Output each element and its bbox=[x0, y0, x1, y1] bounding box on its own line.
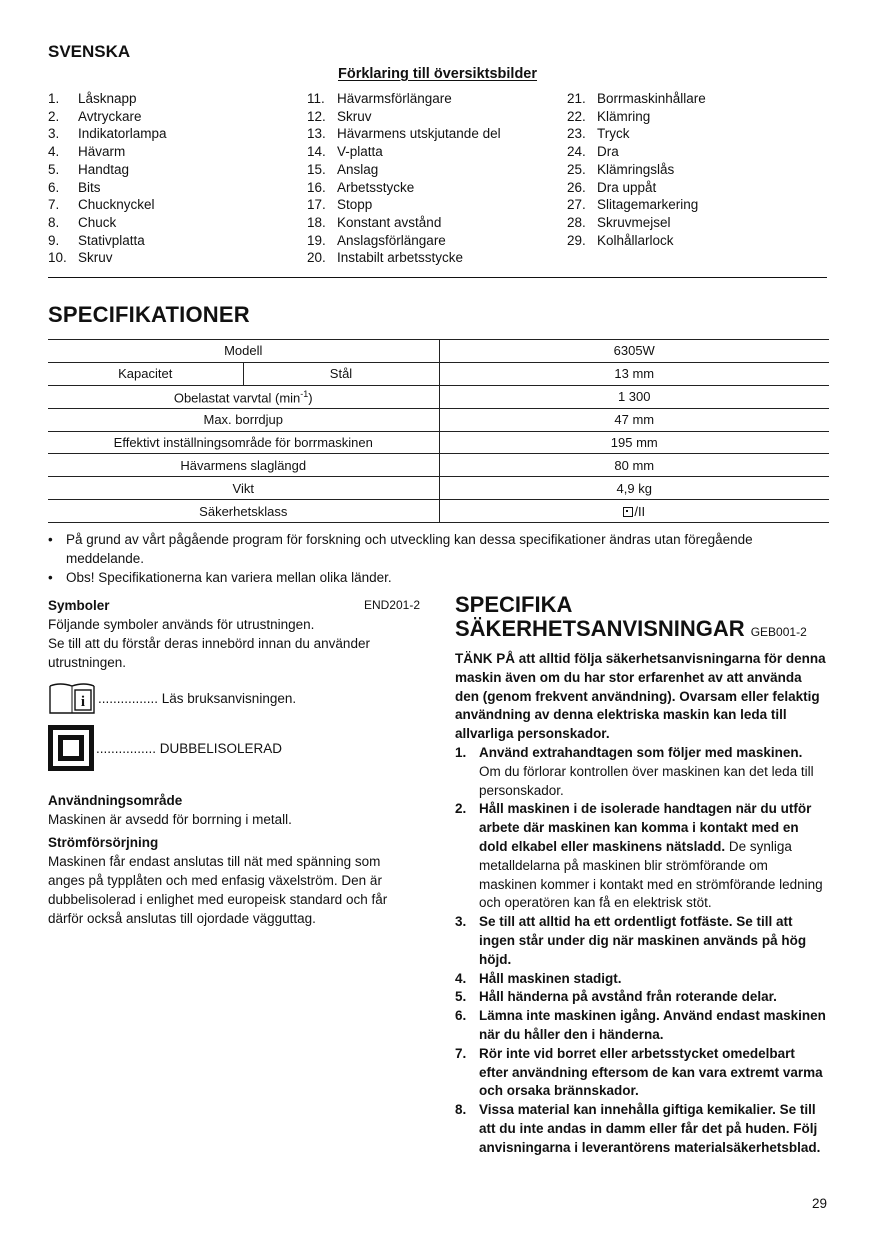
legend-item bbox=[48, 161, 298, 179]
specifications-title: SPECIFIKATIONER bbox=[48, 302, 250, 327]
double-insulation-inner bbox=[58, 735, 84, 761]
legend-text: Hävarmens utskjutande del bbox=[337, 126, 501, 142]
legend-text: Tryck bbox=[597, 126, 630, 142]
legend-num: 8. bbox=[48, 214, 60, 230]
rule-number: 5. bbox=[455, 989, 467, 1005]
table-row bbox=[48, 477, 829, 500]
legend-item bbox=[567, 108, 817, 126]
rule-number: 3. bbox=[455, 914, 467, 930]
rule-number: 8. bbox=[455, 1102, 467, 1118]
legend-text: Skruvmejsel bbox=[597, 214, 671, 230]
legend-text: Instabilt arbetsstycke bbox=[337, 250, 464, 266]
legend-text: Stopp bbox=[337, 197, 373, 213]
legend-text: Klämring bbox=[597, 108, 651, 124]
safety-intro: TÄNK PÅ att alltid följa säkerhetsanvisningarna för denna maskin även om du har stor erfarenhet av att använda den (genom frekvent användning). Ovarsam eller felaktig användning av denna elektriska maskin kan leda till allvarliga personskador. bbox=[455, 651, 826, 742]
legend-title bbox=[0, 66, 875, 82]
rule-number: 6. bbox=[455, 1008, 467, 1024]
legend-item bbox=[48, 249, 298, 267]
legend-item bbox=[307, 90, 557, 108]
rule-bold-text: Vissa material kan innehålla giftiga kemikalier. Se till att du inte andas in damm eller får det på huden. Följ anvisningarna i leverantörens materialsäkerhetsblad. bbox=[479, 1102, 821, 1155]
specifications-table bbox=[48, 339, 829, 523]
symbol-double-insulated bbox=[48, 725, 282, 771]
legend-item bbox=[307, 196, 557, 214]
symbol-read-manual bbox=[48, 681, 296, 715]
legend-num: 13. bbox=[307, 126, 326, 142]
rule-number: 7. bbox=[455, 1045, 467, 1061]
legend-num: 10. bbox=[48, 250, 67, 266]
language-heading: SVENSKA bbox=[48, 42, 131, 61]
spec-value: 4,9 kg bbox=[439, 477, 829, 500]
legend-text: Skruv bbox=[337, 108, 372, 124]
legend-text: Stativplatta bbox=[78, 232, 145, 248]
table-row bbox=[48, 362, 829, 385]
legend-item bbox=[48, 196, 298, 214]
table-row bbox=[48, 454, 829, 477]
symbols-intro-2: Se till att du förstår deras innebörd innan du använder utrustningen. bbox=[48, 636, 370, 670]
table-row bbox=[48, 408, 829, 431]
legend-num: 11. bbox=[307, 91, 325, 106]
legend-text: Indikatorlampa bbox=[78, 126, 167, 142]
legend-text: Konstant avstånd bbox=[337, 214, 442, 230]
legend-num: 18. bbox=[307, 214, 326, 230]
legend-num: 22. bbox=[567, 108, 586, 124]
legend-item bbox=[48, 108, 298, 126]
legend-num: 26. bbox=[567, 179, 586, 195]
legend-num: 17. bbox=[307, 197, 326, 213]
legend-item bbox=[567, 143, 817, 161]
legend-text: Chucknyckel bbox=[78, 197, 155, 213]
usage-text: Maskinen är avsedd för borrning i metall. bbox=[48, 812, 292, 827]
safety-title bbox=[455, 593, 807, 644]
legend-text: Låsknapp bbox=[78, 91, 137, 106]
legend-num: 12. bbox=[307, 108, 326, 124]
list-item bbox=[48, 568, 828, 587]
list-item bbox=[455, 1045, 827, 1101]
table-row bbox=[48, 385, 829, 408]
legend-text: Handtag bbox=[78, 161, 130, 177]
spec-value: 47 mm bbox=[439, 408, 829, 431]
speed-label-text: Obelastat varvtal (min bbox=[173, 389, 301, 405]
spec-value: 1 300 bbox=[439, 385, 829, 408]
table-row bbox=[48, 340, 829, 363]
rule-number: 1. bbox=[455, 744, 467, 760]
bullet-icon: • bbox=[48, 532, 53, 547]
legend-num: 14. bbox=[307, 144, 326, 160]
table-row bbox=[48, 500, 829, 523]
list-item bbox=[455, 1007, 827, 1045]
legend-text: Borrmaskinhållare bbox=[597, 91, 706, 106]
legend-num: 24. bbox=[567, 144, 586, 160]
legend-text: Dra bbox=[597, 144, 619, 160]
legend-item bbox=[567, 179, 817, 197]
legend-item bbox=[307, 161, 557, 179]
safety-title-line-1: SPECIFIKA bbox=[455, 592, 573, 617]
legend-item bbox=[567, 232, 817, 250]
symbols-heading: Symboler bbox=[48, 598, 110, 613]
power-section bbox=[48, 833, 420, 928]
spec-value: 6305W bbox=[439, 340, 829, 363]
legend-item bbox=[48, 90, 298, 108]
spec-value: 80 mm bbox=[439, 454, 829, 477]
legend-text: Slitagemarkering bbox=[597, 197, 699, 213]
spec-value: 195 mm bbox=[439, 431, 829, 454]
spec-value: 13 mm bbox=[439, 362, 829, 385]
legend-num: 23. bbox=[567, 126, 586, 142]
legend-text: Anslag bbox=[337, 161, 379, 177]
legend-text: Hävarmsförlängare bbox=[337, 91, 452, 106]
usage-heading: Användningsområde bbox=[48, 793, 183, 808]
safety-code: GEB001-2 bbox=[750, 625, 807, 639]
spec-label bbox=[48, 385, 439, 408]
usage-section bbox=[48, 791, 420, 829]
legend-num: 4. bbox=[48, 144, 60, 160]
list-item bbox=[48, 530, 828, 568]
legend-item bbox=[567, 214, 817, 232]
legend-num: 20. bbox=[307, 250, 326, 266]
legend-num: 16. bbox=[307, 179, 326, 195]
legend-column-2 bbox=[307, 90, 557, 267]
spec-label: Hävarmens slaglängd bbox=[48, 454, 439, 477]
speed-label-sup: -1 bbox=[300, 388, 309, 399]
rule-bold-text: Håll händerna på avstånd från roterande delar. bbox=[479, 989, 777, 1005]
rule-bold-text: Håll maskinen i de isolerade handtagen när du utför arbete där maskinen kan komma i kontakt med en dold elkabel eller maskinens nätsladd. bbox=[479, 801, 812, 854]
power-heading: Strömförsörjning bbox=[48, 835, 159, 850]
speed-label-close: ) bbox=[308, 389, 313, 405]
safety-section bbox=[455, 650, 827, 1158]
legend-text: Klämringslås bbox=[597, 161, 675, 177]
legend-num: 1. bbox=[48, 91, 60, 106]
legend-item bbox=[307, 179, 557, 197]
rule-text: De synliga metalldelarna på maskinen blir strömförande om maskinen kommer i kontakt med en strömförande ledning och operatören kan få en elektrisk stöt. bbox=[479, 838, 823, 911]
legend-num: 9. bbox=[48, 232, 60, 248]
legend-item bbox=[48, 125, 298, 143]
legend-item bbox=[567, 90, 817, 108]
spec-label: Vikt bbox=[48, 477, 439, 500]
legend-item bbox=[307, 232, 557, 250]
legend-text: Anslagsförlängare bbox=[337, 232, 446, 248]
rule-text: Om du förlorar kontrollen över maskinen kan det leda till personskador. bbox=[479, 763, 814, 798]
svg-text:i: i bbox=[80, 694, 86, 710]
safety-title-line-2: SÄKERHETSANVISNINGAR bbox=[455, 616, 745, 641]
double-insulated-text: ................ DUBBELISOLERAD bbox=[96, 740, 283, 756]
legend-num: 21. bbox=[567, 91, 586, 106]
legend-num: 29. bbox=[567, 232, 586, 248]
legend-num: 6. bbox=[48, 179, 60, 195]
legend-column-3 bbox=[567, 90, 817, 249]
legend-num: 15. bbox=[307, 161, 326, 177]
list-item bbox=[455, 744, 827, 800]
legend-item bbox=[567, 161, 817, 179]
note-text: På grund av vårt pågående program för forskning och utveckling kan dessa specifikationer ändras utan föregående meddelande. bbox=[66, 532, 753, 566]
symbols-intro-1: Följande symboler används för utrustningen. bbox=[48, 617, 315, 632]
spec-label: Säkerhetsklass bbox=[48, 500, 439, 523]
list-item bbox=[455, 1101, 827, 1157]
double-insulation-icon bbox=[623, 507, 633, 517]
section-divider bbox=[48, 277, 827, 278]
spec-label: Effektivt inställningsområde för borrmaskinen bbox=[48, 431, 439, 454]
page-number: 29 bbox=[811, 1196, 827, 1211]
legend-text: Avtryckare bbox=[78, 108, 142, 124]
legend-num: 27. bbox=[567, 197, 586, 213]
table-row bbox=[48, 431, 829, 454]
legend-num: 2. bbox=[48, 108, 60, 124]
list-item bbox=[455, 800, 827, 913]
legend-num: 5. bbox=[48, 161, 60, 177]
spec-notes bbox=[48, 530, 828, 587]
legend-num: 28. bbox=[567, 214, 586, 230]
class-value-text: /II bbox=[634, 503, 646, 519]
legend-item bbox=[567, 196, 817, 214]
legend-text: Hävarm bbox=[78, 144, 126, 160]
legend-text: Kolhållarlock bbox=[597, 232, 674, 248]
spec-sublabel: Stål bbox=[243, 362, 439, 385]
list-item bbox=[455, 913, 827, 969]
legend-text: Arbetsstycke bbox=[337, 179, 415, 195]
legend-item bbox=[48, 232, 298, 250]
read-manual-text: ................ Läs bruksanvisningen. bbox=[98, 690, 297, 706]
read-manual-icon bbox=[48, 681, 96, 715]
note-text: Obs! Specifikationerna kan variera mellan olika länder. bbox=[66, 570, 392, 585]
legend-num: 7. bbox=[48, 197, 60, 213]
rule-bold-text: Håll maskinen stadigt. bbox=[479, 970, 622, 986]
spec-label: Kapacitet bbox=[48, 362, 243, 385]
legend-item bbox=[307, 249, 557, 267]
legend-item bbox=[48, 179, 298, 197]
list-item bbox=[455, 970, 827, 989]
list-item bbox=[455, 988, 827, 1007]
legend-text: Dra uppåt bbox=[597, 179, 657, 195]
legend-text: Bits bbox=[78, 179, 101, 195]
legend-title-text: Förklaring till översiktsbilder bbox=[337, 66, 538, 82]
legend-item bbox=[48, 143, 298, 161]
legend-text: Chuck bbox=[78, 214, 117, 230]
legend-item bbox=[567, 125, 817, 143]
spec-label: Max. borrdjup bbox=[48, 408, 439, 431]
spec-value bbox=[439, 500, 829, 523]
legend-item bbox=[307, 143, 557, 161]
legend-item bbox=[48, 214, 298, 232]
rule-bold-text: Rör inte vid borret eller arbetsstycket omedelbart efter användning eftersom de kan vara extremt varma och orsaka brännskador. bbox=[479, 1045, 823, 1099]
double-insulation-symbol-icon bbox=[48, 725, 94, 771]
symbols-section bbox=[48, 596, 420, 672]
bullet-icon: • bbox=[48, 570, 53, 585]
legend-num: 3. bbox=[48, 126, 60, 142]
rule-bold-text: Använd extrahandtagen som följer med maskinen. bbox=[479, 744, 803, 760]
legend-num: 19. bbox=[307, 232, 326, 248]
symbols-code: END201-2 bbox=[363, 598, 420, 612]
power-text: Maskinen får endast anslutas till nät med spänning som anges på typplåten och med enfasig växelström. Den är dubbelisolerad i enlighet med europeisk standard och får därför också anslutas till ojordade vägguttag. bbox=[48, 854, 388, 926]
legend-num: 25. bbox=[567, 161, 586, 177]
rule-number: 4. bbox=[455, 970, 467, 986]
spec-label: Modell bbox=[48, 340, 439, 363]
rule-bold-text: Se till att alltid ha ett ordentligt fotfäste. Se till att ingen står under dig när maskinen används på hög höjd. bbox=[479, 914, 807, 967]
rule-number: 2. bbox=[455, 801, 467, 817]
legend-item bbox=[307, 125, 557, 143]
legend-item bbox=[307, 108, 557, 126]
legend-column-1 bbox=[48, 90, 298, 267]
rule-bold-text: Lämna inte maskinen igång. Använd endast maskinen när du håller den i händerna. bbox=[479, 1008, 826, 1042]
legend-text: Skruv bbox=[78, 250, 113, 266]
legend-item bbox=[307, 214, 557, 232]
legend-text: V-platta bbox=[337, 144, 383, 160]
